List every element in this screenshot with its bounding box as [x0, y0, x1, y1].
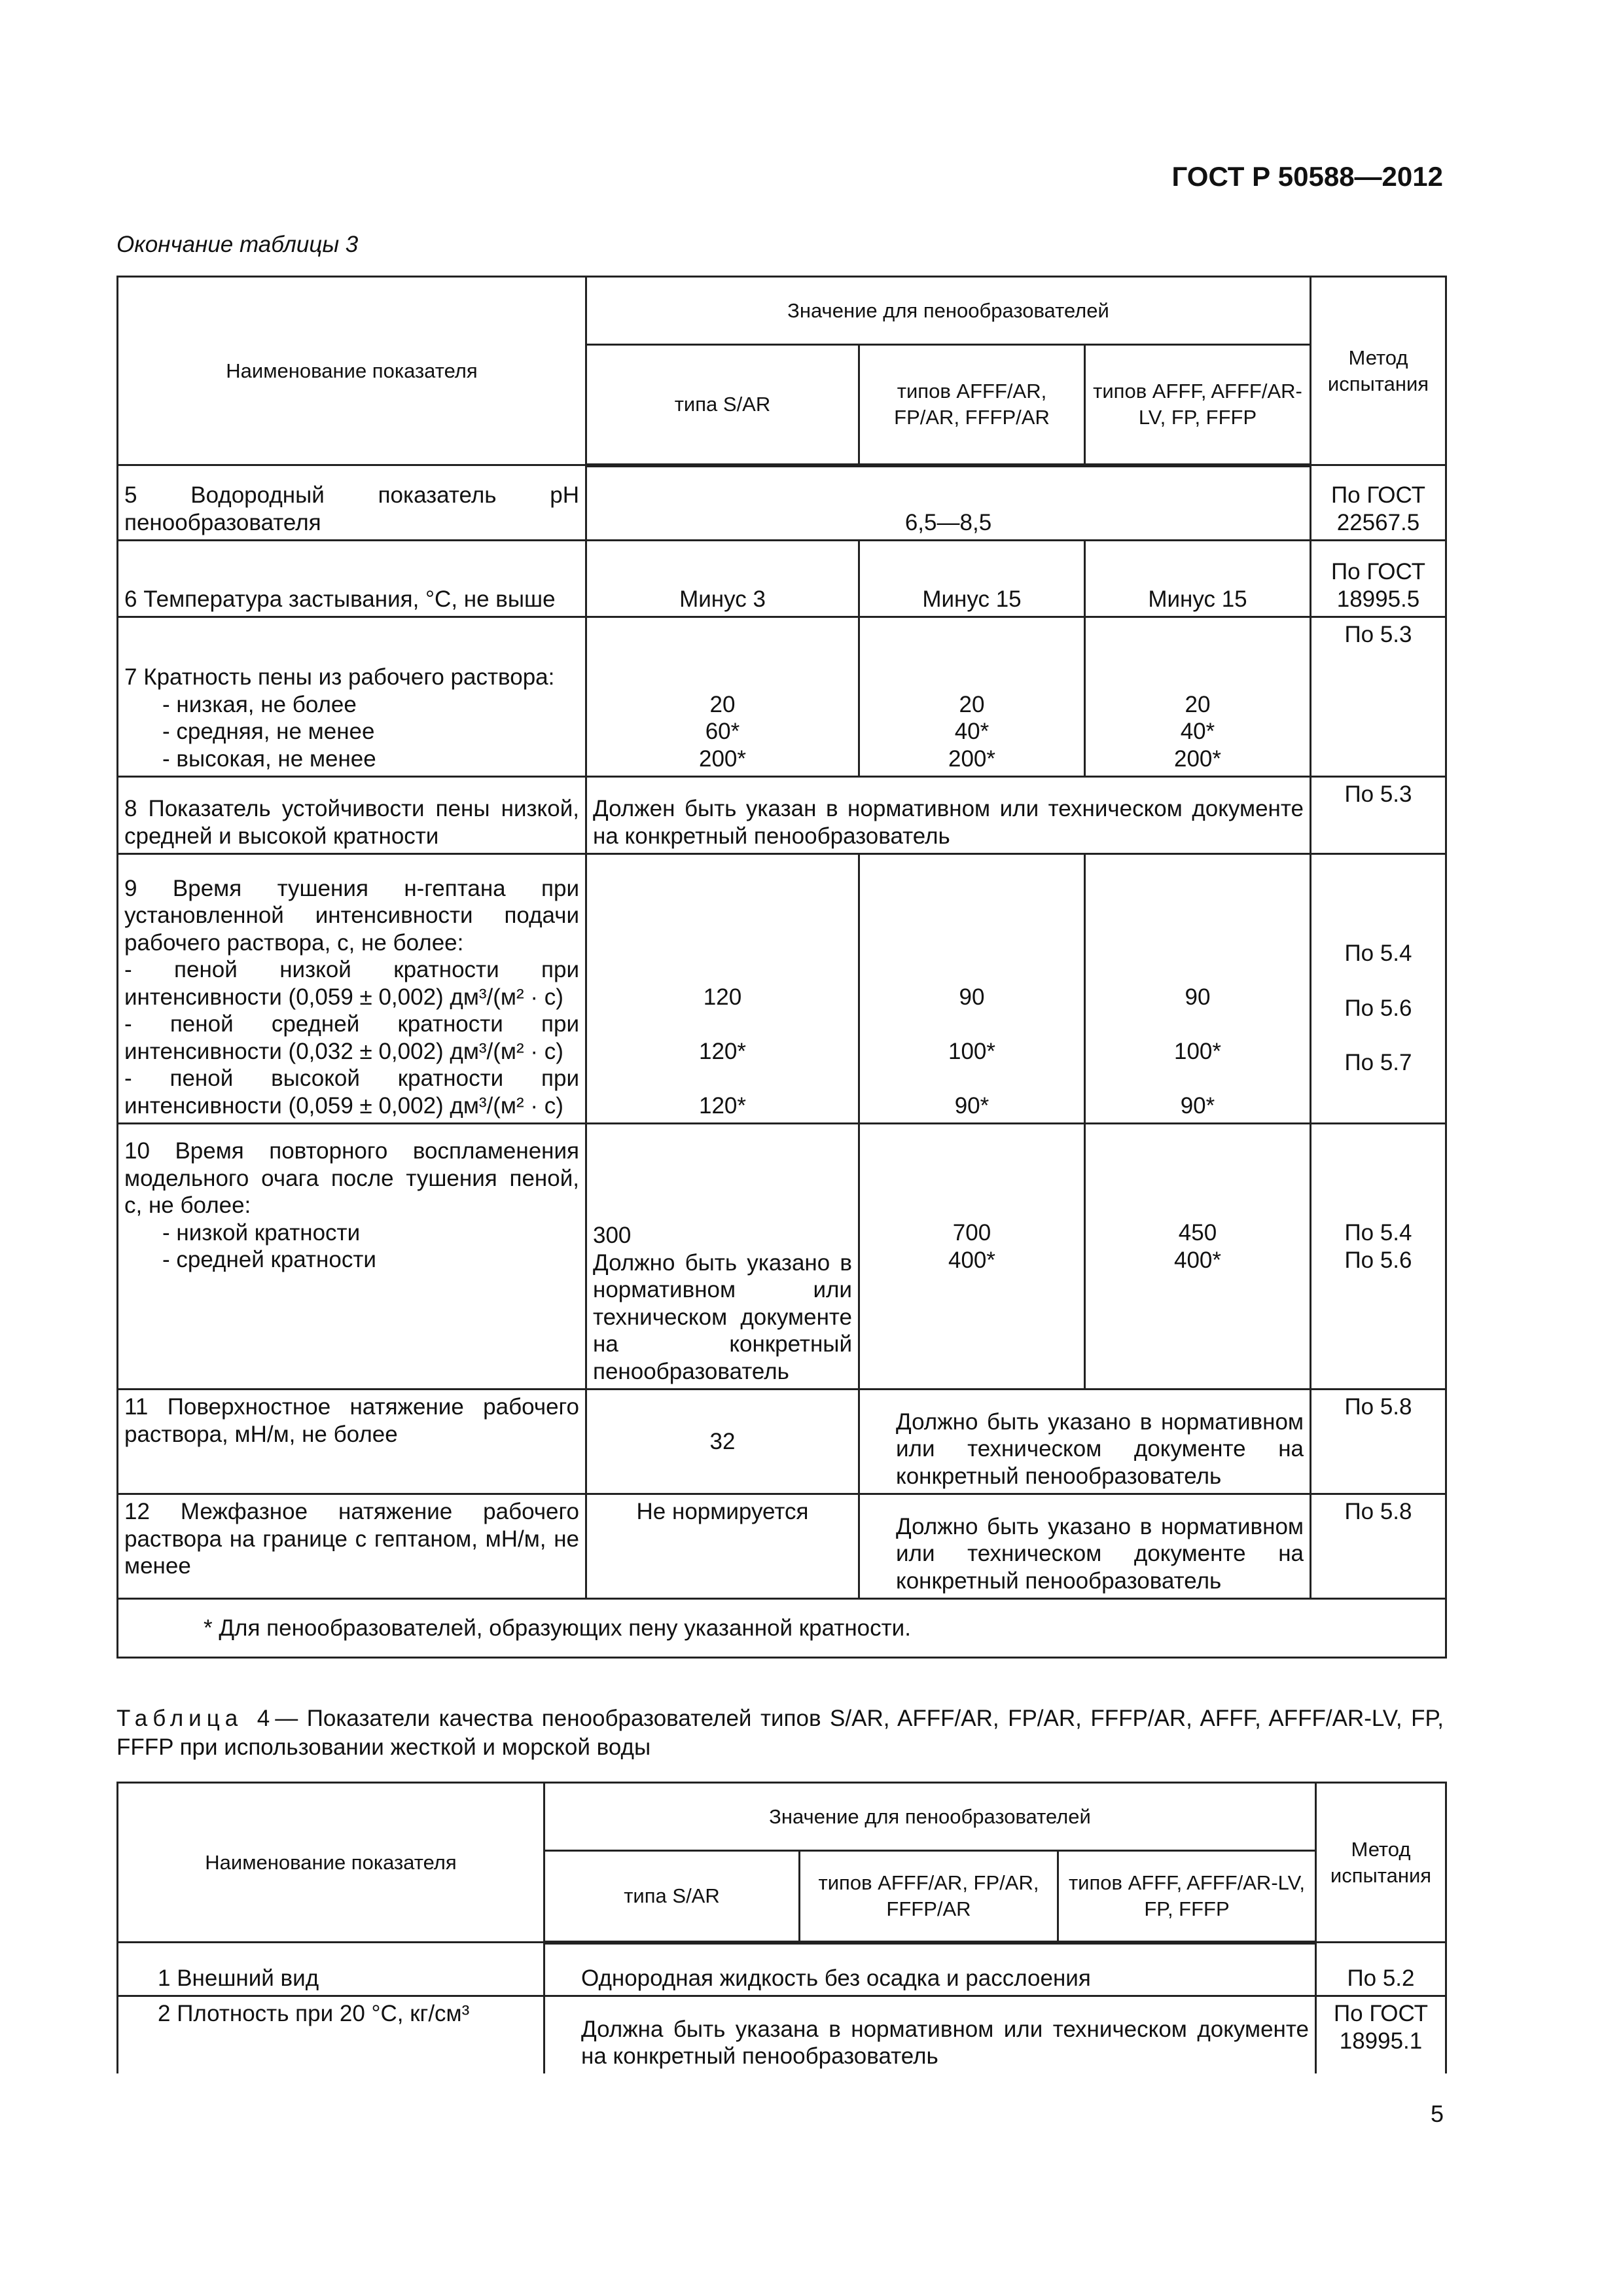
header-type-s-ar: типа S/AR [586, 345, 859, 465]
table-4-title: — Показатели качества пенообразователей типов S/AR, AFFF/AR, FP/AR, FFFP/AR, AFFF, AFFF/AR-LV, FP, FFFP при использовании жесткой и морской воды [116, 1706, 1444, 1760]
row-9-values-3 [1085, 854, 1311, 1124]
table-row [118, 1943, 1446, 1996]
table-row [118, 541, 1446, 617]
row-12-name: 12 Межфазное натяжение рабочего раствора на границе с гептаном, мН/м, не менее [118, 1494, 586, 1599]
value: 400* [1173, 1247, 1222, 1273]
header-types-afff: типов AFFF, AFFF/AR-LV, FP, FFFP [1058, 1851, 1316, 1943]
row-1-name: 1 Внешний вид [118, 1943, 544, 1996]
row-7-title: 7 Кратность пены из рабочего раствора: [124, 664, 555, 690]
row-10-title: 10 Время повторного воспламенения модельного очага после тушения пеной, с, не более: [124, 1138, 579, 1218]
value: 300 [593, 1223, 632, 1248]
row-1-value: Однородная жидкость без осадка и расслоения [544, 1943, 1316, 1996]
row-7-values-2 [859, 617, 1085, 777]
table-4-label: Таблица 4 [116, 1706, 276, 1731]
method: По 5.4 [1344, 1220, 1412, 1246]
value: 120* [698, 1038, 747, 1064]
header-types-afff-ar: типов AFFF/AR, FP/AR, FFFP/AR [800, 1851, 1058, 1943]
header-values-group: Значение для пенообразователей [544, 1783, 1316, 1851]
value: 60* [705, 719, 740, 744]
method: По 5.6 [1344, 1247, 1412, 1273]
page-number: 5 [1430, 2100, 1444, 2127]
table-footnote-row [118, 1599, 1446, 1658]
row-10-values-1 [586, 1124, 859, 1390]
value: 100* [1173, 1038, 1222, 1064]
value: 20 [959, 691, 985, 717]
value: 20 [1185, 691, 1211, 717]
table-row [118, 1390, 1446, 1494]
table-4 [116, 1782, 1447, 2073]
value: 90 [959, 984, 985, 1010]
row-10-sub-medium: - средней кратности [162, 1247, 376, 1272]
row-5-method: По ГОСТ 22567.5 [1311, 465, 1446, 541]
row-8-value: Должен быть указан в нормативном или техническом документе на конкретный пенообразователь [586, 777, 1311, 854]
row-12-value-23: Должно быть указано в нормативном или техническом документе на конкретный пенообразователь [859, 1494, 1311, 1599]
row-9-sub-high: - пеной высокой кратности при интенсивности (0,059 ± 0,002) дм³/(м² · с) [124, 1066, 579, 1119]
header-indicator-name: Наименование показателя [118, 277, 586, 465]
row-10-sub-low: - низкой кратности [162, 1219, 361, 1246]
table-3 [116, 276, 1447, 1659]
value: 200* [948, 745, 996, 772]
table-row [118, 777, 1446, 854]
row-7-name [118, 617, 586, 777]
value: 100* [948, 1038, 996, 1064]
value: 90* [954, 1092, 990, 1119]
header-indicator-name: Наименование показателя [118, 1783, 544, 1943]
table-footnote: * Для пенообразователей, образующих пену указанной кратности. [118, 1599, 1446, 1658]
row-1-method: По 5.2 [1316, 1943, 1446, 1996]
row-7-sub-medium: - средняя, не менее [162, 719, 375, 744]
row-11-name: 11 Поверхностное натяжение рабочего раствора, мН/м, не более [118, 1390, 586, 1494]
header-type-s-ar: типа S/AR [544, 1851, 800, 1943]
row-7-sub-low: - низкая, не более [162, 691, 357, 717]
table-row [118, 1996, 1446, 2073]
row-12-method: По 5.8 [1311, 1494, 1446, 1599]
table-row [118, 854, 1446, 1124]
row-2-method: По ГОСТ 18995.1 [1316, 1996, 1446, 2073]
row-6-method: По ГОСТ 18995.5 [1311, 541, 1446, 617]
row-5-name: 5 Водородный показатель pH пенообразователя [118, 465, 586, 541]
table-row [118, 617, 1446, 777]
row-6-value-3: Минус 15 [1085, 541, 1311, 617]
row-10-methods [1311, 1124, 1446, 1390]
header-values-group: Значение для пенообразователей [586, 277, 1311, 345]
value: 700 [952, 1220, 991, 1246]
row-9-values-1 [586, 854, 859, 1124]
row-6-value-1: Минус 3 [586, 541, 859, 617]
table-row [118, 465, 1446, 541]
row-7-values-3 [1085, 617, 1311, 777]
value: 120 [703, 984, 742, 1010]
row-10-values-2 [859, 1124, 1085, 1390]
table-4-caption [116, 1704, 1444, 1762]
row-11-value-23: Должно быть указано в нормативном или техническом документе на конкретный пенообразователь [859, 1390, 1311, 1494]
row-5-value: 6,5—8,5 [586, 465, 1311, 541]
header-types-afff-ar: типов AFFF/AR, FP/AR, FFFP/AR [859, 345, 1085, 465]
row-10-values-3 [1085, 1124, 1311, 1390]
value: 40* [1180, 719, 1215, 744]
row-9-methods [1311, 854, 1446, 1124]
row-6-name: 6 Температура застывания, °С, не выше [118, 541, 586, 617]
row-9-sub-low: - пеной низкой кратности при интенсивности (0,059 ± 0,002) дм³/(м² · с) [124, 957, 579, 1010]
value: 40* [954, 719, 990, 744]
row-7-sub-high: - высокая, не менее [162, 745, 376, 772]
row-8-name: 8 Показатель устойчивости пены низкой, средней и высокой кратности [118, 777, 586, 854]
value: 20 [709, 691, 736, 717]
row-7-values-1 [586, 617, 859, 777]
row-2-value: Должна быть указана в нормативном или техническом документе на конкретный пенообразователь [544, 1996, 1316, 2073]
row-7-method: По 5.3 [1311, 617, 1446, 777]
row-10-name [118, 1124, 586, 1390]
value: Должно быть указано в нормативном или техническом документе на конкретный пенообразователь [593, 1249, 852, 1384]
table-row [118, 1494, 1446, 1599]
header-types-afff: типов AFFF, AFFF/AR-LV, FP, FFFP [1085, 345, 1311, 465]
row-11-value-1: 32 [586, 1390, 859, 1494]
document-code: ГОСТ Р 50588—2012 [1171, 161, 1443, 192]
header-test-method: Метод испытания [1311, 277, 1446, 465]
row-9-title: 9 Время тушения н-гептана при установленной интенсивности подачи рабочего раствора, с, не более: [124, 875, 579, 956]
row-8-method: По 5.3 [1311, 777, 1446, 854]
header-test-method: Метод испытания [1316, 1783, 1446, 1943]
row-9-sub-medium: - пеной средней кратности при интенсивности (0,032 ± 0,002) дм³/(м² · с) [124, 1011, 579, 1064]
table-continuation-caption: Окончание таблицы 3 [116, 232, 359, 257]
method: По 5.4 [1344, 941, 1412, 966]
value: 200* [698, 745, 747, 772]
method: По 5.6 [1344, 995, 1412, 1021]
value: 90 [1185, 984, 1211, 1010]
method: По 5.7 [1344, 1050, 1412, 1075]
row-9-name [118, 854, 586, 1124]
value: 90* [1180, 1092, 1215, 1119]
value: 120* [698, 1092, 747, 1119]
row-9-values-2 [859, 854, 1085, 1124]
table-row [118, 1124, 1446, 1390]
value: 400* [948, 1247, 996, 1273]
row-12-value-1: Не нормируется [586, 1494, 859, 1599]
value: 200* [1173, 745, 1222, 772]
row-2-name: 2 Плотность при 20 °С, кг/см³ [118, 1996, 544, 2073]
row-11-method: По 5.8 [1311, 1390, 1446, 1494]
value: 450 [1178, 1220, 1217, 1246]
row-6-value-2: Минус 15 [859, 541, 1085, 617]
